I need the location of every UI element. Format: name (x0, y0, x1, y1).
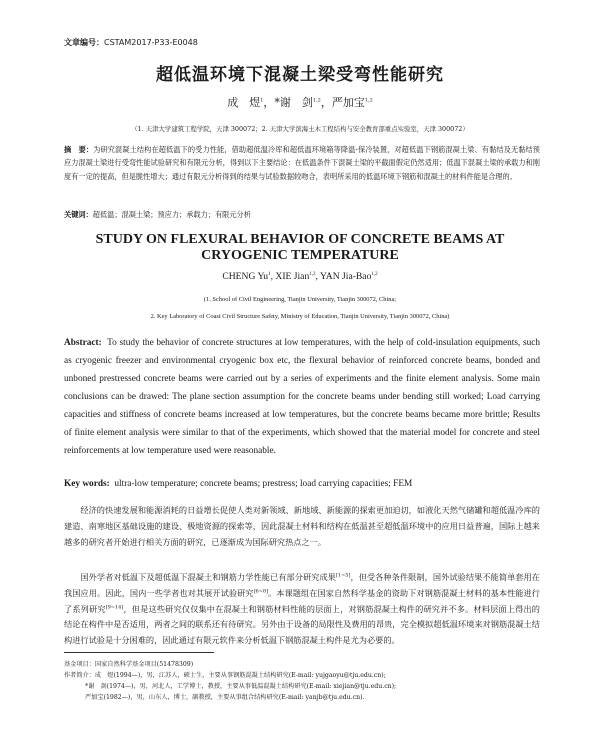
article-number-label: 文章编号： (64, 38, 104, 47)
author-1-en-sup: 1 (268, 271, 271, 277)
footnote-author-3: 严加宝(1982—)，男，山东人，博士，副教授，主要从事组合结构研究(E-mail: yanjb@tju.edu.cn). (85, 694, 365, 701)
affiliation-chinese: （1. 天津大学建筑工程学院，天津 300072；2. 天津大学滨海土木工程结构与安全教育部重点实验室，天津 300072） (131, 125, 469, 133)
affiliation-english-1: (1. School of Civil Engineering, Tianjin University, Tianjin 300072, China; (203, 296, 397, 303)
article-number-value: CSTAM2017-P33-E0048 (104, 38, 198, 47)
author-separator: ， (320, 96, 332, 109)
title-chinese: 超低温环境下混凝土梁受弯性能研究 (156, 65, 444, 85)
author-1-en: CHENG Yu (222, 271, 269, 282)
author-3-en: , YAN Jia-Bao (315, 271, 372, 282)
title-english (0, 232, 600, 264)
title-en-line-1: STUDY ON FLEXURAL BEHAVIOR OF CONCRETE BEAMS AT (95, 232, 505, 247)
keywords-cn-text: 超低温；混凝土梁；预应力；承载力；有限元分析 (92, 210, 251, 219)
author-3-cn-sup: 1,2 (364, 97, 373, 104)
body-p2-part-b: ，但受各种条件限制，国外试验结果不能简单套用在我国应用。因此，国内一些学者也对其展开试验研究 (64, 572, 540, 598)
body-paragraph-1: 经济的快速发展和能源消耗的日益增长促使人类对新领域、新地域、新能源的探索更加迫切，如液化天然气储罐和超低温冷库的建造、南寒地区基础设施的建设、极地资源的探索等，因此混凝土材料和结构在低温甚至超低温环境中的应用日益普遍，国际上越来越多的研究者开始进行相关方面的研究，已逐渐成为国际研究热点之一。 (64, 505, 540, 547)
body-p2-part-c: 。本课题组在国家自然科学基金的资助下对钢筋混凝土材料的基本性能进行了系列研究 (64, 587, 540, 614)
keywords-en-text: ultra-low temperature; concrete beams; prestress; load carrying capacities; FEM (114, 479, 413, 489)
author-separator: ， (263, 96, 275, 109)
abstract-en-label: Abstract: (64, 338, 102, 348)
abstract-english (64, 334, 540, 460)
footnote-author-2: *谢 剑(1974—)，男，河北人，工学博士，教授，主要从事低温混凝土结构研究(E-mail: xiejian@tju.edu.cn); (85, 683, 397, 690)
keywords-en-label: Key words: (64, 479, 110, 489)
author-1-cn: 成 煜 (227, 96, 261, 109)
citation-ref: [9~14] (105, 603, 124, 610)
authors-english (0, 271, 600, 282)
body-paragraph-2 (64, 570, 540, 649)
body-p2-part-a: 国外学者对低温下及超低温下混凝土和钢筋力学性能已有部分研究成果 (80, 572, 336, 582)
article-number (64, 37, 198, 48)
body-p2-part-d: ，但是这些研究仅仅集中在混凝土和钢筋材料性能的层面上，对钢筋混凝土构件的研究并不多。材料层面上得出的结论在构件中是否适用，两者之间的联系还有待研究。另外由于设备的局限性及费用的昂贵，完全模拟超低温环境来对钢筋混凝土结构进行试验是十分困难的，因此通过有限元软件来分析低温下钢筋混凝土构件是尤为必要的。 (64, 603, 540, 646)
author-3-en-sup: 1,2 (371, 271, 378, 277)
title-en-line-2: CRYOGENIC TEMPERATURE (201, 248, 399, 263)
author-2-cn: 谢 剑 (279, 96, 313, 109)
footnote-funding: 基金项目：国家自然科学基金项目(51478309) (64, 661, 194, 668)
keywords-cn-label: 关键词： (64, 210, 93, 219)
author-2-cn-sup: 1,2 (312, 97, 321, 104)
abstract-cn-label: 摘 要： (64, 145, 94, 154)
authors-chinese (0, 94, 600, 110)
keywords-chinese (64, 210, 251, 220)
citation-ref: [1~5] (335, 572, 351, 579)
abstract-chinese (64, 143, 540, 183)
author-3-cn: 严加宝 (331, 96, 365, 109)
footnote-author-1: 作者简介：成 煜(1994—)，男，江苏人，硕士生，主要从事钢筋混凝土结构研究(E-mail: yujgaoyu@tju.edu.cn); (64, 672, 386, 679)
affiliation-english-2: 2. Key Laboratory of Coast Civil Structure Safety, Ministry of Education, Tianjin University, Tianjin 300072, China) (150, 313, 450, 320)
author-2-en: , XIE Jian (270, 271, 310, 282)
footnotes (64, 659, 544, 703)
keywords-english (64, 479, 540, 489)
citation-ref: [6~8] (253, 588, 269, 595)
abstract-en-text: To study the behavior of concrete structures at low temperatures, with the help of cold-insulation equipments, such as cryogenic freezer and environmental cryogenic box etc, the flexural behavior of reinforced concrete beams, bonded and unboned prestressed concrete beams were carried out by a series of experiments and the finite element analysis. Some main conclusions can be drawed: The plane section assumption for the concrete beams under bending still worked; Load carrying capacities and stiffness of concrete beams increased at low temperatures, but the concrete beams became more brittle; Results of finite element analysis were similar to that of the experiments, which showed that the material model for concrete and steel reinforcements at low temperature used were reasonable. (64, 338, 540, 456)
corresponding-mark: * (274, 96, 280, 109)
footnote-divider (64, 652, 214, 653)
author-2-en-sup: 1,2 (309, 271, 316, 277)
author-1-cn-sup: 1 (260, 97, 264, 104)
abstract-cn-text: 为研究混凝土结构在超低温下的受力性能，借助超低温冷库和超低温环境箱等降温-保冷装置，对超低温下钢筋混凝土梁、有黏结及无黏结预应力混凝土梁进行受弯性能试验研究和有限元分析，得到以下主要结论：在低温条件下混凝土梁的平截面假定仍然适用；低温下混凝土梁的承载力和刚度有一定的提高，但是脆性增大；通过有限元分析得到的结果与试验数据较吻合，表明所采用的低温环境下钢筋和混凝土的材料件能是合理的。 (64, 145, 540, 181)
